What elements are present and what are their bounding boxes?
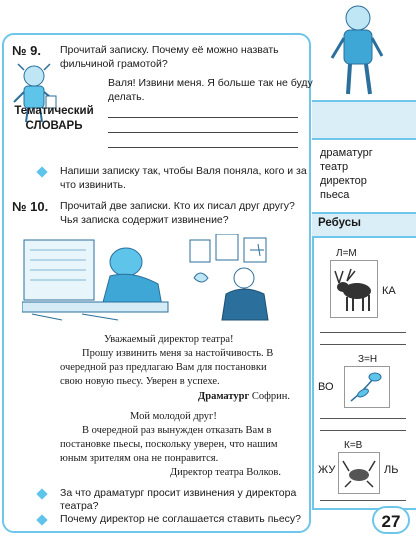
playwright-at-desk-illustration xyxy=(22,230,170,322)
question2: Почему директор не соглашается ставить пьесу? xyxy=(60,513,302,525)
answer-line[interactable] xyxy=(320,418,406,419)
letter1-line1: Прошу извинить меня за настойчивость. В xyxy=(82,348,274,359)
task-9-prompt-line2: фильчиной грамотой? xyxy=(60,58,168,70)
dictionary-word: театр xyxy=(320,161,349,173)
answer-line[interactable] xyxy=(320,344,406,345)
flower-bud-icon xyxy=(345,367,389,407)
task-10-number: № 10. xyxy=(12,199,49,214)
page-number: 27 xyxy=(372,506,410,534)
rebus3-rule: К=В xyxy=(344,440,363,451)
rebus-title: Ребусы xyxy=(318,217,361,229)
letter1-signature xyxy=(198,390,290,404)
letter2-signature: Директор театра Волков. xyxy=(170,467,282,478)
note-line1: Валя! Извини меня. Я больше так не буду xyxy=(108,77,313,89)
rebus1-picture-box xyxy=(330,260,378,318)
rebus1-syllable: КА xyxy=(382,285,396,297)
moose-icon xyxy=(331,261,377,317)
task-9-number: № 9. xyxy=(12,43,41,58)
thematic-title-line2: СЛОВАРЬ xyxy=(25,120,83,132)
crayfish-icon xyxy=(339,453,379,493)
letter1-sign-name: Софрин. xyxy=(251,391,291,402)
task-9-instruction-line2: что извинить. xyxy=(60,179,126,191)
task-9-prompt-line1: Прочитай записку. Почему её можно назвать xyxy=(60,44,279,56)
answer-line[interactable] xyxy=(320,332,406,333)
rebus2-rule: З=Н xyxy=(358,354,378,365)
letter2-salutation: Мой молодой друг! xyxy=(130,411,217,422)
letter2-line2: постановке пьесы, поскольку уверен, что нашим xyxy=(60,439,278,450)
answer-line[interactable] xyxy=(320,430,406,431)
theatre-director-illustration xyxy=(186,234,286,322)
letter2-line1: В очередной раз вынужден отказать Вам в xyxy=(82,425,272,436)
answer-line[interactable] xyxy=(108,117,298,118)
boy-illustration xyxy=(328,2,388,98)
answer-line[interactable] xyxy=(320,500,406,501)
dictionary-word: драматург xyxy=(320,147,373,159)
rebus3-picture-box xyxy=(338,452,380,494)
question1-line1: За что драматург просит извинения у директора xyxy=(60,487,297,499)
note-line2: делать. xyxy=(108,91,145,103)
task-9-instruction-line1: Напиши записку так, чтобы Валя поняла, кого и за xyxy=(60,165,307,177)
rebus2-syllable: ВО xyxy=(318,381,334,393)
letter1-line3: свою новую пьесу. Уверен в успехе. xyxy=(60,376,220,387)
answer-line[interactable] xyxy=(108,147,298,148)
rebus3-prefix: ЖУ xyxy=(318,464,336,476)
letter1-line2: очередной раз предлагаю Вам для постановки xyxy=(60,362,267,373)
thematic-dictionary-header xyxy=(312,100,416,140)
rebus2-picture-box xyxy=(344,366,390,408)
thematic-title-line1: Тематический xyxy=(14,105,94,117)
dictionary-word: директор xyxy=(320,175,367,187)
rebus1-rule: Л=М xyxy=(336,248,357,259)
answer-line[interactable] xyxy=(108,132,298,133)
task-10-prompt-line2: Чья записка содержит извинение? xyxy=(60,214,229,226)
rebus3-suffix: ЛЬ xyxy=(384,464,399,476)
task-10-prompt-line1: Прочитай две записки. Кто их писал друг другу? xyxy=(60,200,295,212)
dictionary-word: пьеса xyxy=(320,189,350,201)
letter1-sign-role: Драматург xyxy=(198,391,250,402)
letter1-salutation: Уважаемый директор театра! xyxy=(104,334,234,345)
question1-line2: театра? xyxy=(60,500,99,512)
letter2-line3: юным зрителям она не понравится. xyxy=(60,453,219,464)
